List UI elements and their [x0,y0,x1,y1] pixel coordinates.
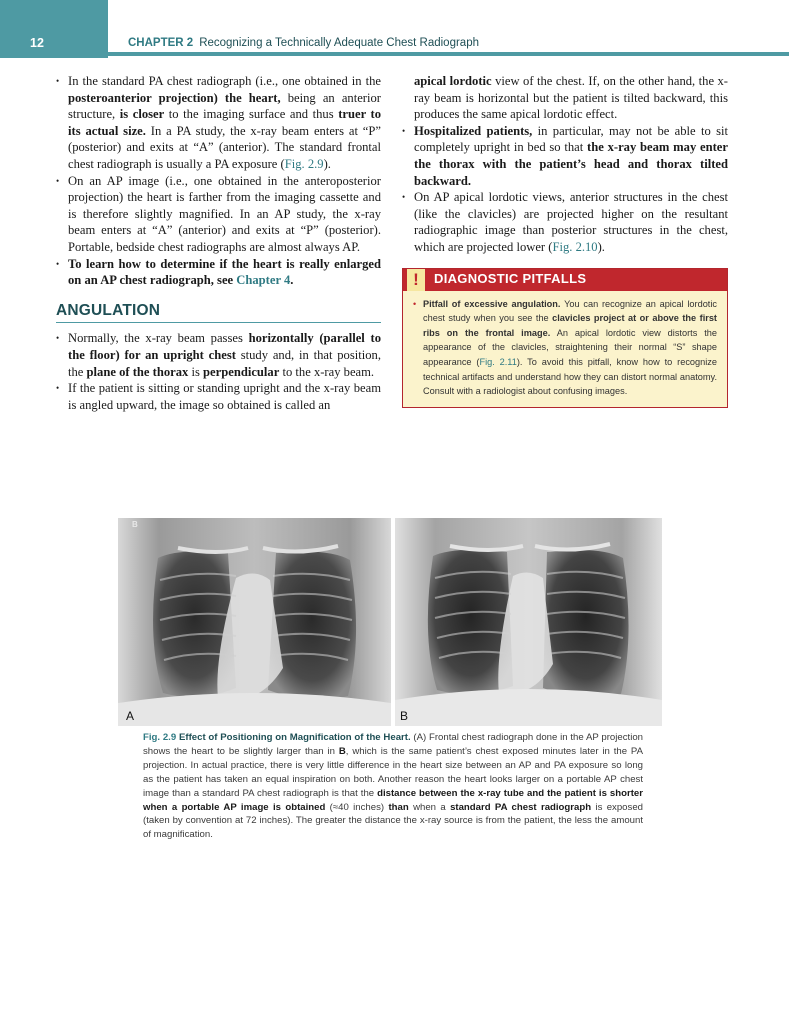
link-chapter-4[interactable]: Chapter 4 [236,273,291,288]
bullet-angled-upward: • If the patient is sitting or standing upright and the x-ray beam is angled upward, the image so obtained is called an [56,380,381,413]
bullet-list-angulation [56,330,381,413]
page-number: 12 [30,36,44,50]
bullet-ap-image: • On an AP image (i.e., one obtained in the anteroposterior projection) the heart is farther from the imaging cassette and is therefore slightly magnified. In an AP study, the x-ray beam enters at “A” (anterior) and exits at “P” (posterior). Portable, bedside chest radiographs are almost always AP. [56,173,381,256]
bullet-horizontal-beam: • Normally, the x-ray beam passes horizontally (parallel to the floor) for an upright chest study and, in that position, the plane of the thorax is perpendicular to the x-ray beam. [56,330,381,380]
page-number-tab [0,0,108,58]
left-column [56,73,381,413]
pitfall-item-angulation: • Pitfall of excessive angulation. You can recognize an apical lordotic chest study when you see the clavicles project at or above the first ribs on the frontal image. An apical lordotic view distorts the appearance of the clavicles, straightening their normal “S” shape appearance (Fig. 2.11). To avoid this pitfall, know how to recognize technical artifacts and understand how they can distort normal anatomy. Consult with a radiologist about confusing images. [413,297,717,399]
pitfall-title: DIAGNOSTIC PITFALLS [434,271,587,287]
figure-title: Effect of Positioning on Magnification of the Heart. [178,732,411,743]
panel-b-label: B [400,709,409,723]
link-fig-2-9[interactable]: Fig. 2.9 [284,156,324,171]
chest-xray-ap-image [118,518,391,726]
chest-xray-pa-image [395,518,662,726]
header-rule [108,52,789,56]
xray-panel-a [118,518,391,726]
pitfall-header [403,269,727,291]
panel-a-label: A [126,709,135,723]
section-title-angulation: ANGULATION [56,303,381,324]
running-header [128,37,479,49]
bullet-list-lordotic [402,123,728,256]
pitfall-body [403,291,727,407]
figure-2-9 [118,518,662,726]
xray-panel-b [395,518,662,726]
figure-caption: Fig. 2.9 Effect of Positioning on Magnification of the Heart. (A) Frontal chest radiograph done in the AP projection shows the heart to be slightly larger than in B, which is the same patient’s chest exposed minutes later in the PA projection. In actual practice, there is very little difference in the heart size between an AP and PA exposure so long as the patient has taken an equal inspiration on both. Another reason the heart looks larger on a portable AP chest image than a standard PA chest radiograph is that the distance between the x-ray tube and the patient is shorter when a portable AP image is obtained (≈40 inches) than when a standard PA chest radiograph is exposed (taken by convention at 72 inches). The greater the distance the x-ray source is from the patient, the less the amount of magnification. [143,732,644,841]
bullet-list-positioning [56,73,381,289]
paragraph-apical-lordotic: apical lordotic view of the chest. If, on the other hand, the x-ray beam is horizontal but the patient is tilted backward, this produces the same apical lordotic effect. [414,74,728,122]
figure-number: Fig. 2.9 [143,732,177,743]
bullet-pa-projection: • In the standard PA chest radiograph (i.e., one obtained in the posteroanterior projection) the heart, being an anterior structure, is closer to the imaging surface and thus truer to its actual size. In a PA study, the x-ray beam enters at “P” (posterior) and exits at “A” (anterior). The standard frontal chest radiograph is usually a PA exposure (Fig. 2.9). [56,73,381,173]
link-fig-2-10[interactable]: Fig. 2.10 [552,239,598,254]
right-column [402,73,728,408]
bullet-hospitalized-patients: • Hospitalized patients, in particular, may not be able to sit completely upright in bed so that the x-ray beam may enter the thorax with the patient’s head and thorax tilted backward. [402,123,728,189]
bullet-ap-lordotic-views: • On AP apical lordotic views, anterior structures in the chest (like the clavicles) are projected higher on the resultant radiographic image than posterior structures in the chest, which are projected lower (Fig. 2.10). [402,189,728,255]
diagnostic-pitfalls-box [402,268,728,408]
chapter-title: Recognizing a Technically Adequate Chest Radiograph [199,37,479,49]
exclamation-icon: ! [407,269,425,291]
chapter-label: CHAPTER 2 [128,37,194,49]
link-fig-2-11[interactable]: Fig. 2.11 [479,356,517,367]
panel-a-marker: B [132,520,138,529]
bullet-heart-enlarged: • To learn how to determine if the heart is really enlarged on an AP chest radiograph, see Chapter 4. [56,256,381,289]
